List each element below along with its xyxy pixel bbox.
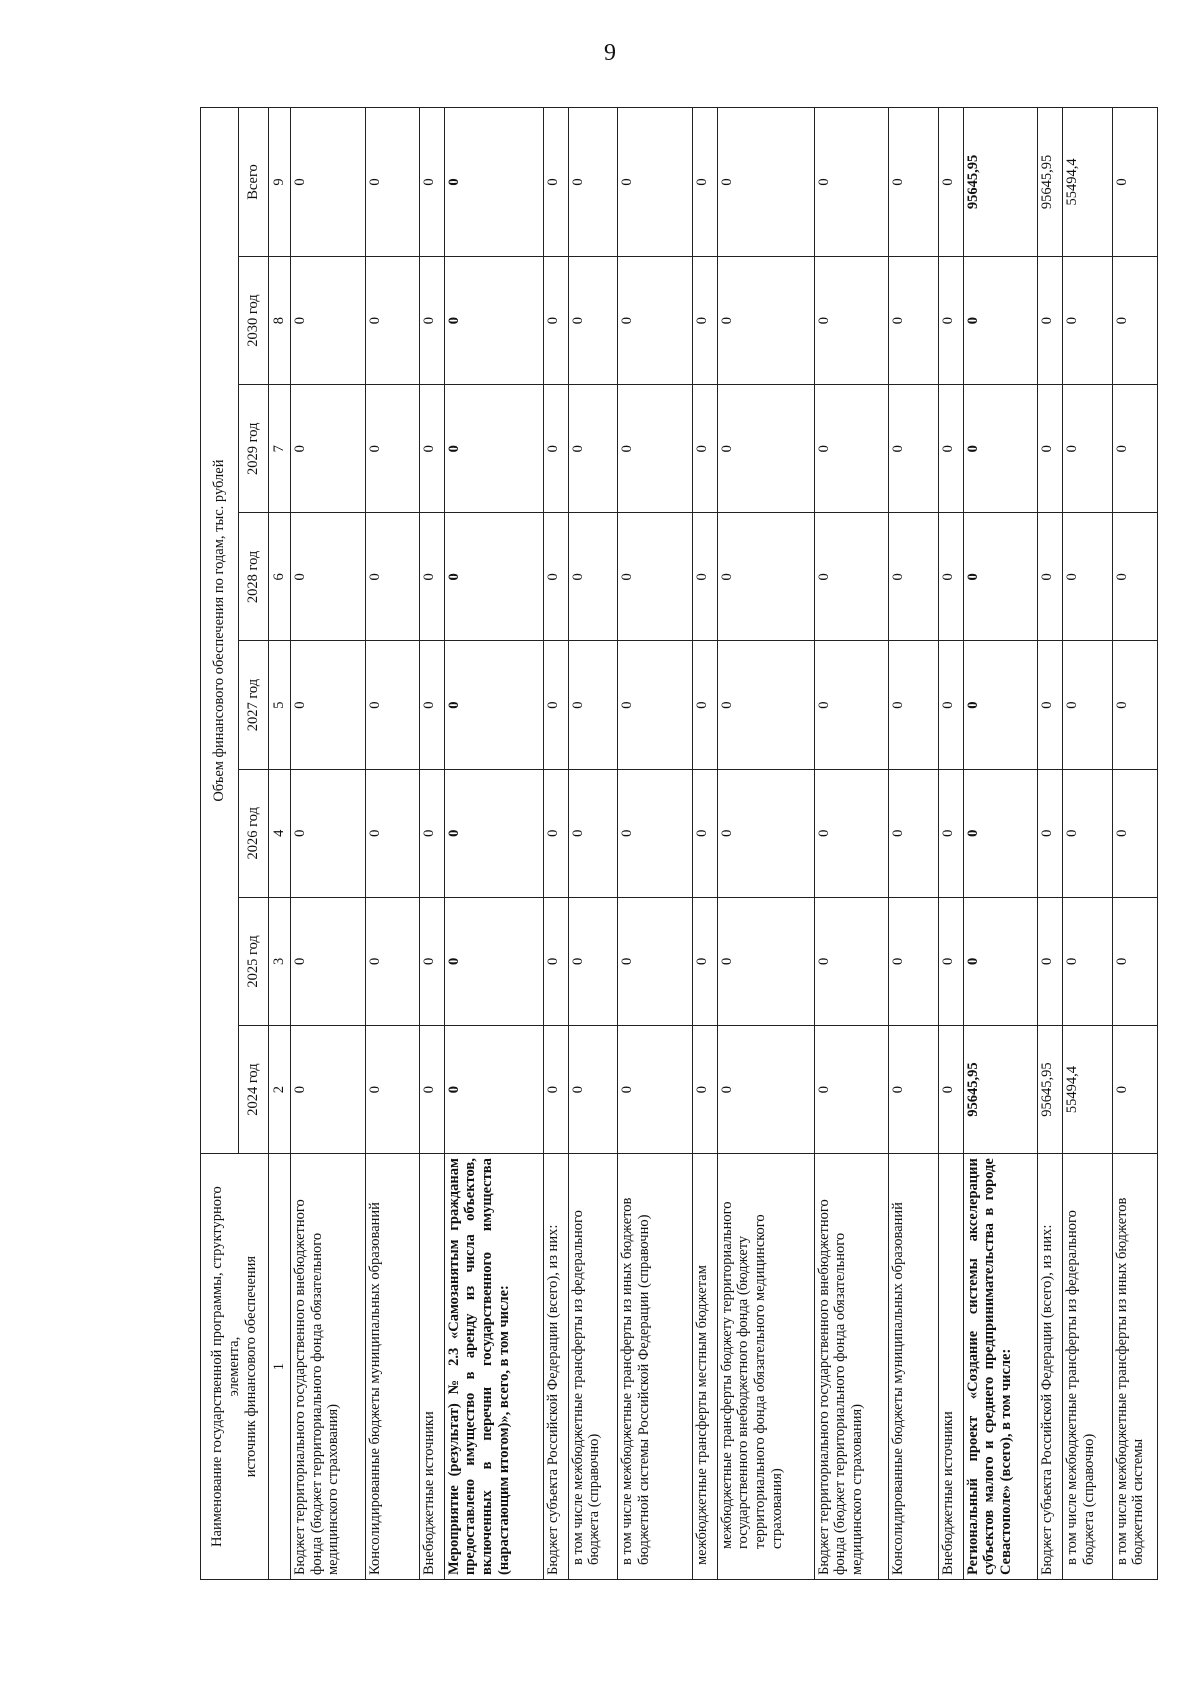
page-number: 9 bbox=[604, 40, 616, 66]
row-name: Бюджет территориального государственного внебюджетного фонда (бюджет территориального фонда обязательного медицинского страхования) bbox=[291, 1154, 366, 1580]
row-total-value: 0 bbox=[291, 108, 366, 257]
row-name: Бюджет субъекта Российской Федерации (всего), из них: bbox=[1038, 1154, 1063, 1580]
row-year-value: 0 bbox=[543, 769, 568, 897]
row-year-value: 0 bbox=[717, 897, 814, 1025]
row-year-value: 0 bbox=[889, 1026, 939, 1154]
row-year-value: 0 bbox=[618, 897, 693, 1025]
row-year-value: 0 bbox=[444, 769, 543, 897]
row-total-value: 0 bbox=[692, 108, 717, 257]
column-number: 2 bbox=[269, 1026, 291, 1154]
table-row bbox=[365, 108, 419, 1580]
row-year-value: 0 bbox=[543, 256, 568, 384]
row-year-value: 0 bbox=[1038, 769, 1063, 897]
row-year-value: 0 bbox=[1038, 641, 1063, 769]
row-year-value: 0 bbox=[938, 641, 963, 769]
row-name: межбюджетные трансферты бюджету территориального государственного внебюджетного фонда (бюджету территориального фонда обязательного медицинского страхования) bbox=[717, 1154, 814, 1580]
row-year-value: 0 bbox=[444, 513, 543, 641]
row-name: межбюджетные трансферты местным бюджетам bbox=[692, 1154, 717, 1580]
row-name: Внебюджетные источники bbox=[938, 1154, 963, 1580]
year-header: 2029 год bbox=[239, 385, 269, 513]
table-row bbox=[963, 108, 1038, 1580]
row-year-value: 0 bbox=[889, 897, 939, 1025]
row-year-value: 0 bbox=[1112, 513, 1157, 641]
row-year-value: 0 bbox=[889, 513, 939, 641]
column-number: 8 bbox=[269, 256, 291, 384]
row-year-value: 0 bbox=[618, 513, 693, 641]
row-name: в том числе межбюджетные трансферты из иных бюджетов бюджетной системы Российской Федерации (справочно) bbox=[618, 1154, 693, 1580]
column-number: 4 bbox=[269, 769, 291, 897]
row-total-value: 0 bbox=[419, 108, 444, 257]
row-year-value: 0 bbox=[717, 769, 814, 897]
row-year-value: 0 bbox=[814, 769, 889, 897]
row-year-value: 0 bbox=[419, 769, 444, 897]
row-year-value: 0 bbox=[889, 641, 939, 769]
column-number: 6 bbox=[269, 513, 291, 641]
row-total-value: 0 bbox=[938, 108, 963, 257]
row-total-value: 95645,95 bbox=[1038, 108, 1063, 257]
table-row bbox=[889, 108, 939, 1580]
row-year-value: 0 bbox=[365, 513, 419, 641]
row-year-value: 0 bbox=[1038, 897, 1063, 1025]
row-year-value: 0 bbox=[568, 897, 618, 1025]
row-year-value: 0 bbox=[444, 256, 543, 384]
row-name: Мероприятие (результат) № 2.3 «Самозанятым гражданам предоставлено имущество в аренду из числа объектов, включенных в перечни государственного имущества (нарастающим итогом)», всего, в том числе: bbox=[444, 1154, 543, 1580]
table-row bbox=[814, 108, 889, 1580]
row-name: Региональный проект «Создание системы акселерации субъектов малого и среднего предпринимательства в городе Севастополе» (всего), в том числе: bbox=[963, 1154, 1038, 1580]
row-year-value: 0 bbox=[963, 513, 1038, 641]
table-row bbox=[444, 108, 543, 1580]
row-year-value: 55494,4 bbox=[1063, 1026, 1113, 1154]
row-year-value: 0 bbox=[365, 256, 419, 384]
table-row bbox=[1038, 108, 1063, 1580]
name-column-header: Наименование государственной программы, структурного элемента, источник финансового обеспечения bbox=[201, 1154, 269, 1580]
row-year-value: 0 bbox=[1038, 513, 1063, 641]
row-year-value: 0 bbox=[419, 1026, 444, 1154]
table-row bbox=[419, 108, 444, 1580]
row-year-value: 0 bbox=[543, 897, 568, 1025]
row-year-value: 0 bbox=[568, 513, 618, 641]
table-body bbox=[291, 108, 1158, 1580]
row-total-value: 0 bbox=[568, 108, 618, 257]
row-year-value: 0 bbox=[692, 897, 717, 1025]
column-number: 3 bbox=[269, 897, 291, 1025]
row-total-value: 0 bbox=[717, 108, 814, 257]
row-year-value: 0 bbox=[543, 385, 568, 513]
row-year-value: 0 bbox=[568, 256, 618, 384]
row-year-value: 0 bbox=[938, 769, 963, 897]
row-year-value: 0 bbox=[889, 769, 939, 897]
row-year-value: 0 bbox=[1063, 641, 1113, 769]
row-total-value: 95645,95 bbox=[963, 108, 1038, 257]
row-year-value: 0 bbox=[444, 1026, 543, 1154]
row-year-value: 0 bbox=[291, 385, 366, 513]
row-name: в том числе межбюджетные трансферты из федерального бюджета (справочно) bbox=[1063, 1154, 1113, 1580]
row-name: Консолидированные бюджеты муниципальных образований bbox=[889, 1154, 939, 1580]
row-year-value: 0 bbox=[814, 1026, 889, 1154]
row-year-value: 0 bbox=[814, 897, 889, 1025]
year-header: 2028 год bbox=[239, 513, 269, 641]
row-year-value: 95645,95 bbox=[963, 1026, 1038, 1154]
row-year-value: 0 bbox=[963, 385, 1038, 513]
row-year-value: 0 bbox=[717, 513, 814, 641]
row-year-value: 0 bbox=[419, 641, 444, 769]
row-year-value: 0 bbox=[692, 769, 717, 897]
row-year-value: 0 bbox=[365, 769, 419, 897]
row-year-value: 0 bbox=[963, 256, 1038, 384]
row-year-value: 0 bbox=[1063, 769, 1113, 897]
row-year-value: 0 bbox=[963, 769, 1038, 897]
row-year-value: 0 bbox=[717, 385, 814, 513]
year-header: 2025 год bbox=[239, 897, 269, 1025]
row-year-value: 0 bbox=[419, 256, 444, 384]
row-year-value: 0 bbox=[1038, 256, 1063, 384]
year-header: 2024 год bbox=[239, 1026, 269, 1154]
row-year-value: 0 bbox=[938, 897, 963, 1025]
row-year-value: 0 bbox=[814, 256, 889, 384]
row-year-value: 0 bbox=[814, 641, 889, 769]
year-header: 2027 год bbox=[239, 641, 269, 769]
row-year-value: 0 bbox=[618, 385, 693, 513]
row-year-value: 0 bbox=[889, 256, 939, 384]
row-year-value: 0 bbox=[1112, 385, 1157, 513]
row-year-value: 95645,95 bbox=[1038, 1026, 1063, 1154]
volume-caption: Объем финансового обеспечения по годам, тыс. рублей bbox=[201, 108, 239, 1154]
row-year-value: 0 bbox=[365, 385, 419, 513]
row-total-value: 0 bbox=[543, 108, 568, 257]
column-number: 7 bbox=[269, 385, 291, 513]
row-year-value: 0 bbox=[1112, 897, 1157, 1025]
row-year-value: 0 bbox=[938, 513, 963, 641]
row-name: Бюджет территориального государственного внебюджетного фонда (бюджет территориального фонда обязательного медицинского страхования) bbox=[814, 1154, 889, 1580]
financing-table bbox=[200, 107, 1158, 1580]
row-name: Внебюджетные источники bbox=[419, 1154, 444, 1580]
row-year-value: 0 bbox=[717, 641, 814, 769]
row-year-value: 0 bbox=[543, 641, 568, 769]
row-year-value: 0 bbox=[419, 513, 444, 641]
row-total-value: 0 bbox=[444, 108, 543, 257]
row-year-value: 0 bbox=[1063, 256, 1113, 384]
total-header: Всего bbox=[239, 108, 269, 257]
year-header: 2030 год bbox=[239, 256, 269, 384]
row-year-value: 0 bbox=[814, 385, 889, 513]
row-year-value: 0 bbox=[419, 897, 444, 1025]
table-row bbox=[291, 108, 366, 1580]
row-year-value: 0 bbox=[717, 1026, 814, 1154]
row-year-value: 0 bbox=[618, 256, 693, 384]
row-year-value: 0 bbox=[568, 1026, 618, 1154]
row-name: Консолидированные бюджеты муниципальных образований bbox=[365, 1154, 419, 1580]
table-row bbox=[1112, 108, 1157, 1580]
row-year-value: 0 bbox=[1112, 256, 1157, 384]
row-year-value: 0 bbox=[938, 1026, 963, 1154]
row-total-value: 0 bbox=[365, 108, 419, 257]
row-year-value: 0 bbox=[365, 641, 419, 769]
table-row bbox=[543, 108, 568, 1580]
row-total-value: 0 bbox=[889, 108, 939, 257]
row-total-value: 0 bbox=[618, 108, 693, 257]
row-year-value: 0 bbox=[692, 256, 717, 384]
column-number: 9 bbox=[269, 108, 291, 257]
row-year-value: 0 bbox=[543, 513, 568, 641]
rotated-table-wrapper bbox=[200, 107, 1158, 1580]
row-year-value: 0 bbox=[692, 385, 717, 513]
row-total-value: 0 bbox=[814, 108, 889, 257]
column-number: 5 bbox=[269, 641, 291, 769]
table-row bbox=[618, 108, 693, 1580]
row-year-value: 0 bbox=[291, 897, 366, 1025]
row-year-value: 0 bbox=[814, 513, 889, 641]
row-total-value: 0 bbox=[1112, 108, 1157, 257]
row-year-value: 0 bbox=[568, 385, 618, 513]
row-year-value: 0 bbox=[543, 1026, 568, 1154]
row-year-value: 0 bbox=[692, 513, 717, 641]
row-year-value: 0 bbox=[291, 256, 366, 384]
row-year-value: 0 bbox=[419, 385, 444, 513]
row-name: в том числе межбюджетные трансферты из федерального бюджета (справочно) bbox=[568, 1154, 618, 1580]
row-year-value: 0 bbox=[444, 385, 543, 513]
column-number: 1 bbox=[269, 1154, 291, 1580]
row-year-value: 0 bbox=[444, 641, 543, 769]
row-year-value: 0 bbox=[365, 897, 419, 1025]
row-year-value: 0 bbox=[1063, 897, 1113, 1025]
row-year-value: 0 bbox=[692, 1026, 717, 1154]
row-year-value: 0 bbox=[618, 769, 693, 897]
row-year-value: 0 bbox=[568, 641, 618, 769]
row-year-value: 0 bbox=[291, 513, 366, 641]
row-year-value: 0 bbox=[1112, 769, 1157, 897]
row-year-value: 0 bbox=[692, 641, 717, 769]
table-row bbox=[692, 108, 717, 1580]
row-year-value: 0 bbox=[618, 1026, 693, 1154]
row-year-value: 0 bbox=[1112, 1026, 1157, 1154]
table-row bbox=[938, 108, 963, 1580]
row-year-value: 0 bbox=[365, 1026, 419, 1154]
row-year-value: 0 bbox=[618, 641, 693, 769]
row-year-value: 0 bbox=[1063, 385, 1113, 513]
row-year-value: 0 bbox=[1112, 641, 1157, 769]
row-year-value: 0 bbox=[1038, 385, 1063, 513]
row-name: Бюджет субъекта Российской Федерации (всего), из них: bbox=[543, 1154, 568, 1580]
row-year-value: 0 bbox=[291, 769, 366, 897]
table-row bbox=[1063, 108, 1113, 1580]
row-year-value: 0 bbox=[938, 385, 963, 513]
row-year-value: 0 bbox=[963, 897, 1038, 1025]
row-total-value: 55494,4 bbox=[1063, 108, 1113, 257]
table-row bbox=[717, 108, 814, 1580]
row-name: в том числе межбюджетные трансферты из иных бюджетов бюджетной системы bbox=[1112, 1154, 1157, 1580]
year-header: 2026 год bbox=[239, 769, 269, 897]
row-year-value: 0 bbox=[889, 385, 939, 513]
row-year-value: 0 bbox=[291, 641, 366, 769]
row-year-value: 0 bbox=[291, 1026, 366, 1154]
table-row bbox=[568, 108, 618, 1580]
row-year-value: 0 bbox=[444, 897, 543, 1025]
row-year-value: 0 bbox=[963, 641, 1038, 769]
row-year-value: 0 bbox=[938, 256, 963, 384]
row-year-value: 0 bbox=[568, 769, 618, 897]
row-year-value: 0 bbox=[1063, 513, 1113, 641]
row-year-value: 0 bbox=[717, 256, 814, 384]
